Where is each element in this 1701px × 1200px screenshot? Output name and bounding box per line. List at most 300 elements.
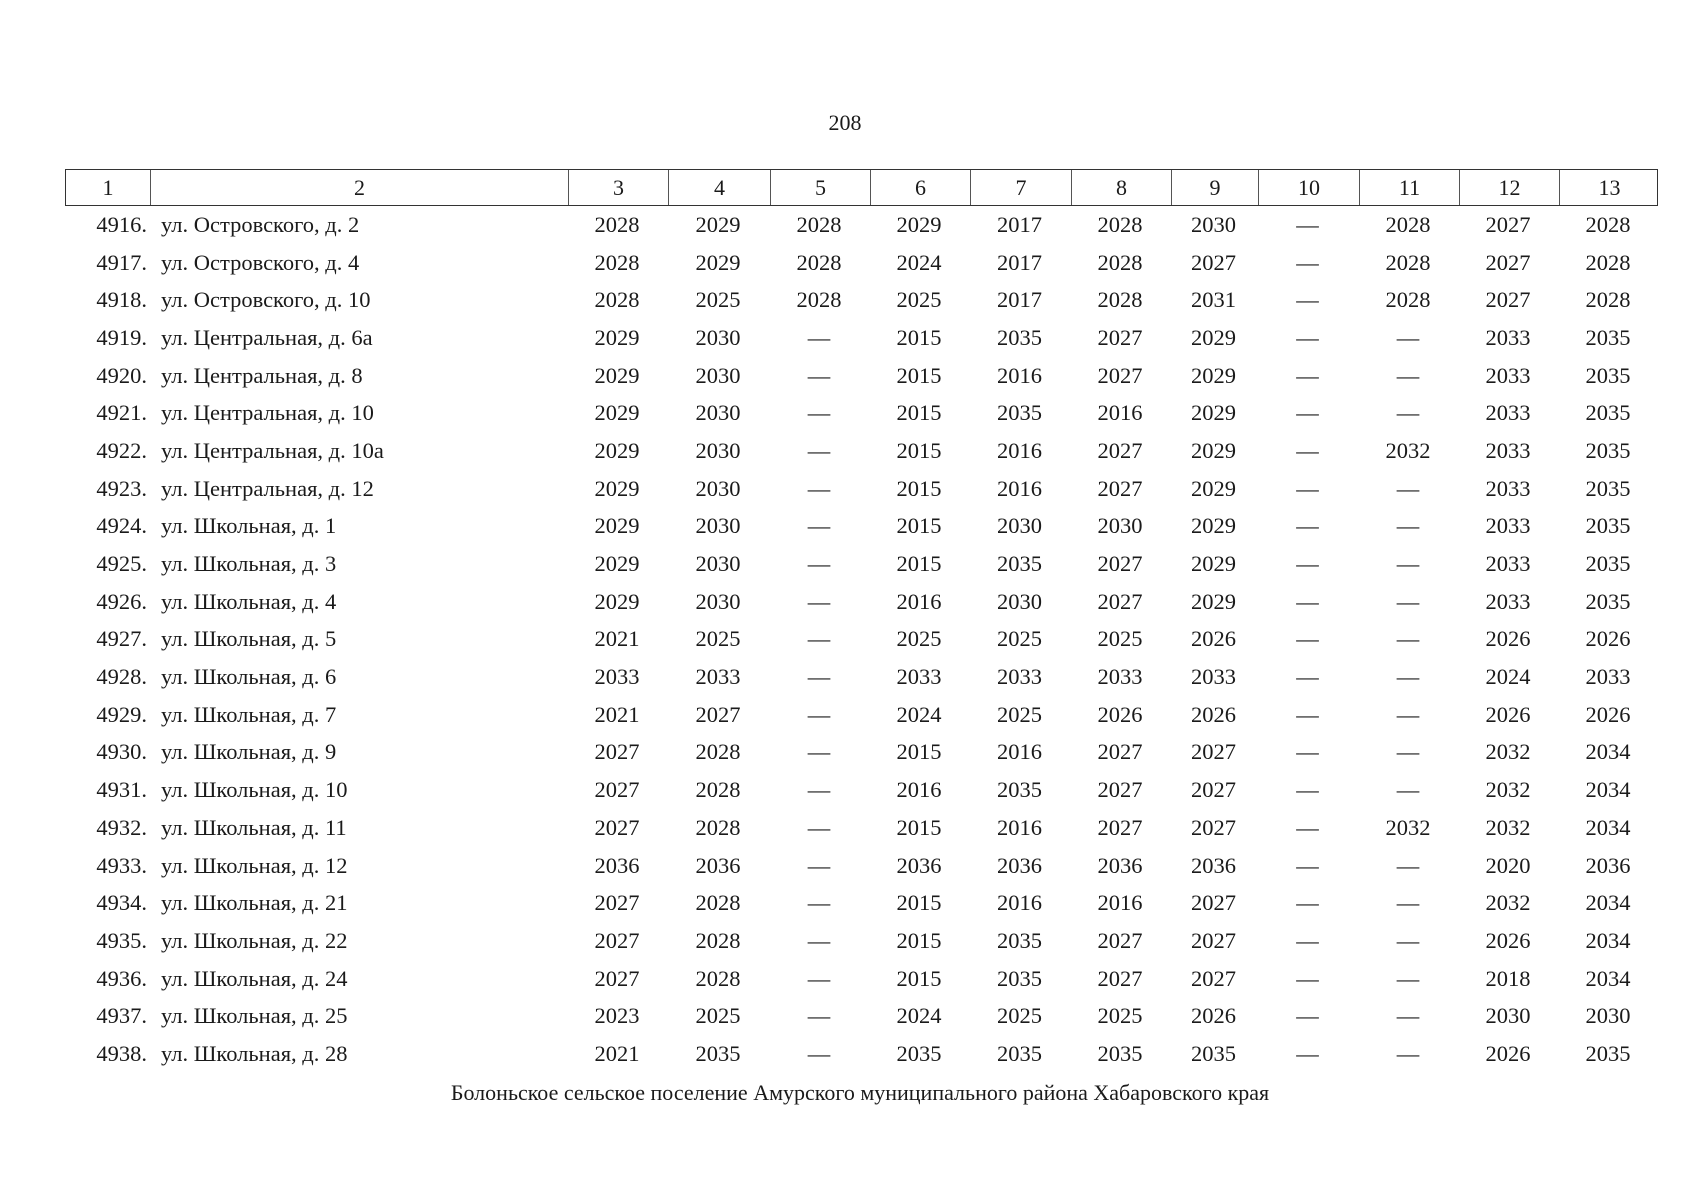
- year-cell: 2024: [1485, 664, 1531, 690]
- year-cell: 2029: [1191, 362, 1236, 388]
- table-row: [65, 508, 1658, 546]
- year-cell: —: [1296, 890, 1319, 916]
- year-cell: —: [1396, 927, 1420, 953]
- table-body: [65, 206, 1658, 1073]
- year-cell: 2027: [1097, 777, 1143, 803]
- year-cell: 2036: [695, 852, 741, 878]
- year-cell: 2028: [1585, 211, 1631, 237]
- year-cell: —: [1296, 664, 1319, 690]
- year-cell: 2015: [896, 814, 942, 840]
- table-row: [65, 734, 1658, 772]
- row-number: 4922.: [96, 437, 147, 463]
- year-cell: —: [1296, 739, 1319, 765]
- year-cell: 2027: [594, 890, 640, 916]
- year-cell: 2028: [1585, 287, 1631, 313]
- year-cell: 2015: [896, 551, 942, 577]
- year-cell: —: [807, 701, 831, 727]
- year-cell: 2030: [695, 588, 741, 614]
- address-cell: ул. Островского, д. 2: [161, 211, 360, 237]
- row-number: 4930.: [96, 739, 147, 765]
- row-number: 4919.: [96, 324, 147, 350]
- table-row: [65, 922, 1658, 960]
- table-row: [65, 470, 1658, 508]
- year-cell: 2029: [695, 211, 741, 237]
- year-cell: —: [807, 927, 831, 953]
- year-cell: 2030: [1191, 211, 1236, 237]
- year-cell: 2026: [1191, 701, 1236, 727]
- year-cell: 2033: [1191, 664, 1236, 690]
- year-cell: 2030: [997, 588, 1042, 614]
- year-cell: 2027: [1097, 362, 1143, 388]
- year-cell: —: [1296, 437, 1319, 463]
- table-row: [65, 319, 1658, 357]
- year-cell: 2027: [1485, 211, 1531, 237]
- year-cell: 2030: [1585, 1003, 1631, 1029]
- year-cell: 2030: [695, 475, 741, 501]
- year-cell: 2027: [1191, 739, 1236, 765]
- year-cell: 2032: [1385, 814, 1431, 840]
- year-cell: —: [1396, 324, 1420, 350]
- year-cell: 2026: [1097, 701, 1143, 727]
- year-cell: 2033: [1585, 664, 1631, 690]
- year-cell: 2035: [1585, 513, 1631, 539]
- year-cell: —: [1296, 626, 1319, 652]
- year-cell: 2027: [1097, 588, 1143, 614]
- table-row: [65, 206, 1658, 244]
- year-cell: 2034: [1585, 777, 1631, 803]
- year-cell: 2015: [896, 400, 942, 426]
- year-cell: 2024: [896, 701, 942, 727]
- year-cell: 2026: [1191, 1003, 1236, 1029]
- row-number: 4924.: [96, 513, 147, 539]
- row-number: 4938.: [96, 1040, 147, 1066]
- year-cell: 2026: [1585, 701, 1631, 727]
- year-cell: 2027: [1097, 324, 1143, 350]
- year-cell: 2024: [896, 1003, 942, 1029]
- year-cell: —: [1396, 965, 1420, 991]
- year-cell: 2028: [1585, 249, 1631, 275]
- year-cell: —: [807, 1040, 831, 1066]
- year-cell: 2016: [997, 739, 1042, 765]
- year-cell: 2024: [896, 249, 942, 275]
- year-cell: 2027: [1191, 927, 1236, 953]
- year-cell: 2033: [997, 664, 1042, 690]
- address-cell: ул. Центральная, д. 10а: [161, 437, 384, 463]
- year-cell: 2029: [594, 475, 640, 501]
- address-cell: ул. Школьная, д. 28: [161, 1040, 348, 1066]
- year-cell: 2027: [1097, 475, 1143, 501]
- year-cell: 2027: [695, 701, 741, 727]
- year-cell: 2035: [997, 777, 1042, 803]
- year-cell: 2035: [1191, 1040, 1236, 1066]
- year-cell: —: [807, 852, 831, 878]
- year-cell: 2026: [1485, 927, 1531, 953]
- year-cell: 2034: [1585, 927, 1631, 953]
- address-cell: ул. Центральная, д. 10: [161, 400, 374, 426]
- year-cell: 2028: [796, 249, 842, 275]
- year-cell: 2030: [695, 513, 741, 539]
- year-cell: 2036: [896, 852, 942, 878]
- column-header: 4: [668, 170, 770, 205]
- table-row: [65, 357, 1658, 395]
- year-cell: 2027: [1191, 814, 1236, 840]
- year-cell: 2028: [695, 927, 741, 953]
- year-cell: 2028: [695, 965, 741, 991]
- year-cell: 2033: [1485, 513, 1531, 539]
- year-cell: 2035: [1585, 1040, 1631, 1066]
- table-row: [65, 884, 1658, 922]
- year-cell: 2030: [1097, 513, 1143, 539]
- year-cell: 2016: [1097, 890, 1143, 916]
- year-cell: 2029: [1191, 324, 1236, 350]
- row-number: 4923.: [96, 475, 147, 501]
- row-number: 4916.: [96, 211, 147, 237]
- year-cell: 2025: [896, 626, 942, 652]
- column-header: 6: [870, 170, 970, 205]
- year-cell: 2035: [1585, 400, 1631, 426]
- year-cell: 2033: [1485, 437, 1531, 463]
- year-cell: —: [1396, 701, 1420, 727]
- year-cell: 2027: [1097, 551, 1143, 577]
- year-cell: 2017: [997, 249, 1042, 275]
- row-number: 4936.: [96, 965, 147, 991]
- year-cell: —: [807, 324, 831, 350]
- address-cell: ул. Школьная, д. 1: [161, 513, 337, 539]
- year-cell: 2035: [997, 965, 1042, 991]
- year-cell: 2015: [896, 739, 942, 765]
- address-cell: ул. Школьная, д. 6: [161, 664, 337, 690]
- year-cell: 2035: [997, 551, 1042, 577]
- address-cell: ул. Островского, д. 10: [161, 287, 371, 313]
- year-cell: 2027: [1097, 437, 1143, 463]
- year-cell: 2027: [1097, 927, 1143, 953]
- year-cell: 2035: [1585, 588, 1631, 614]
- year-cell: 2028: [1385, 211, 1431, 237]
- year-cell: —: [1296, 1040, 1319, 1066]
- year-cell: —: [1296, 852, 1319, 878]
- year-cell: 2027: [1485, 287, 1531, 313]
- year-cell: 2030: [695, 324, 741, 350]
- year-cell: 2027: [1097, 965, 1143, 991]
- address-cell: ул. Школьная, д. 9: [161, 739, 337, 765]
- address-cell: ул. Школьная, д. 3: [161, 551, 337, 577]
- year-cell: 2029: [594, 400, 640, 426]
- year-cell: —: [1296, 701, 1319, 727]
- year-cell: 2030: [695, 437, 741, 463]
- year-cell: 2015: [896, 927, 942, 953]
- year-cell: 2035: [997, 1040, 1042, 1066]
- year-cell: 2029: [1191, 400, 1236, 426]
- year-cell: 2018: [1485, 965, 1531, 991]
- year-cell: 2036: [1585, 852, 1631, 878]
- year-cell: —: [807, 777, 831, 803]
- address-cell: ул. Центральная, д. 12: [161, 475, 374, 501]
- year-cell: —: [1396, 852, 1420, 878]
- year-cell: 2034: [1585, 814, 1631, 840]
- year-cell: 2033: [1485, 588, 1531, 614]
- column-header: 8: [1071, 170, 1171, 205]
- address-cell: ул. Островского, д. 4: [161, 249, 360, 275]
- year-cell: 2025: [997, 1003, 1042, 1029]
- year-cell: —: [1296, 551, 1319, 577]
- year-cell: 2034: [1585, 965, 1631, 991]
- year-cell: 2028: [594, 211, 640, 237]
- address-cell: ул. Школьная, д. 24: [161, 965, 348, 991]
- year-cell: —: [807, 626, 831, 652]
- column-header: 12: [1459, 170, 1559, 205]
- address-cell: ул. Школьная, д. 5: [161, 626, 337, 652]
- year-cell: 2030: [695, 362, 741, 388]
- year-cell: 2025: [997, 701, 1042, 727]
- year-cell: 2035: [1585, 324, 1631, 350]
- year-cell: —: [807, 475, 831, 501]
- year-cell: 2036: [997, 852, 1042, 878]
- year-cell: —: [1296, 1003, 1319, 1029]
- year-cell: 2028: [796, 211, 842, 237]
- column-header: 5: [770, 170, 870, 205]
- year-cell: —: [807, 965, 831, 991]
- row-number: 4927.: [96, 626, 147, 652]
- page-number: 208: [828, 110, 862, 135]
- year-cell: 2028: [594, 249, 640, 275]
- address-cell: ул. Школьная, д. 12: [161, 852, 348, 878]
- year-cell: —: [1396, 890, 1420, 916]
- year-cell: 2027: [1191, 777, 1236, 803]
- year-cell: 2026: [1585, 626, 1631, 652]
- table-row: [65, 394, 1658, 432]
- year-cell: 2030: [1485, 1003, 1531, 1029]
- year-cell: 2025: [1097, 626, 1143, 652]
- year-cell: 2016: [997, 814, 1042, 840]
- year-cell: —: [807, 1003, 831, 1029]
- year-cell: 2032: [1485, 739, 1531, 765]
- year-cell: 2028: [594, 287, 640, 313]
- year-cell: 2027: [594, 777, 640, 803]
- year-cell: —: [1296, 927, 1319, 953]
- year-cell: —: [1396, 626, 1420, 652]
- year-cell: 2027: [594, 739, 640, 765]
- row-number: 4935.: [96, 927, 147, 953]
- year-cell: 2028: [1097, 249, 1143, 275]
- year-cell: 2035: [1097, 1040, 1143, 1066]
- year-cell: 2035: [997, 927, 1042, 953]
- column-header: 9: [1171, 170, 1258, 205]
- table-row: [65, 658, 1658, 696]
- row-number: 4934.: [96, 890, 147, 916]
- year-cell: —: [1396, 400, 1420, 426]
- year-cell: 2029: [1191, 475, 1236, 501]
- year-cell: 2035: [1585, 551, 1631, 577]
- year-cell: —: [1296, 362, 1319, 388]
- year-cell: —: [1296, 814, 1319, 840]
- year-cell: 2027: [1485, 249, 1531, 275]
- table-row: [65, 583, 1658, 621]
- row-number: 4925.: [96, 551, 147, 577]
- year-cell: 2028: [1097, 287, 1143, 313]
- year-cell: 2034: [1585, 890, 1631, 916]
- year-cell: 2027: [1097, 814, 1143, 840]
- year-cell: —: [1396, 551, 1420, 577]
- year-cell: —: [1296, 249, 1319, 275]
- table-row: [65, 281, 1658, 319]
- year-cell: —: [807, 400, 831, 426]
- year-cell: —: [1396, 513, 1420, 539]
- year-cell: 2028: [1097, 211, 1143, 237]
- year-cell: 2015: [896, 965, 942, 991]
- address-cell: ул. Школьная, д. 7: [161, 701, 337, 727]
- year-cell: 2017: [997, 287, 1042, 313]
- year-cell: 2036: [594, 852, 640, 878]
- address-cell: ул. Школьная, д. 21: [161, 890, 348, 916]
- year-cell: 2028: [796, 287, 842, 313]
- year-cell: 2016: [1097, 400, 1143, 426]
- year-cell: 2036: [1097, 852, 1143, 878]
- year-cell: 2025: [695, 1003, 741, 1029]
- year-cell: —: [807, 588, 831, 614]
- year-cell: 2016: [997, 475, 1042, 501]
- table-row: [65, 809, 1658, 847]
- year-cell: 2035: [997, 324, 1042, 350]
- year-cell: 2020: [1485, 852, 1531, 878]
- year-cell: 2025: [1097, 1003, 1143, 1029]
- column-header: 3: [568, 170, 668, 205]
- year-cell: 2030: [695, 400, 741, 426]
- year-cell: 2033: [1485, 551, 1531, 577]
- year-cell: 2026: [1191, 626, 1236, 652]
- table-header: [65, 169, 1658, 206]
- column-header: 7: [970, 170, 1071, 205]
- year-cell: —: [807, 664, 831, 690]
- year-cell: —: [1396, 777, 1420, 803]
- year-cell: —: [1396, 664, 1420, 690]
- year-cell: 2035: [1585, 475, 1631, 501]
- year-cell: —: [1296, 588, 1319, 614]
- year-cell: 2029: [1191, 437, 1236, 463]
- year-cell: 2033: [896, 664, 942, 690]
- year-cell: 2032: [1485, 814, 1531, 840]
- year-cell: —: [1396, 739, 1420, 765]
- table-row: [65, 771, 1658, 809]
- year-cell: 2028: [695, 814, 741, 840]
- year-cell: 2033: [1097, 664, 1143, 690]
- year-cell: 2035: [896, 1040, 942, 1066]
- address-cell: ул. Школьная, д. 11: [161, 814, 347, 840]
- year-cell: 2026: [1485, 1040, 1531, 1066]
- column-header: 1: [102, 174, 114, 200]
- year-cell: 2027: [1097, 739, 1143, 765]
- year-cell: 2027: [594, 814, 640, 840]
- year-cell: 2034: [1585, 739, 1631, 765]
- year-cell: 2023: [594, 1003, 640, 1029]
- year-cell: 2028: [695, 739, 741, 765]
- year-cell: 2029: [1191, 551, 1236, 577]
- address-cell: ул. Школьная, д. 4: [161, 588, 337, 614]
- year-cell: —: [1396, 475, 1420, 501]
- row-number: 4933.: [96, 852, 147, 878]
- address-cell: ул. Школьная, д. 22: [161, 927, 348, 953]
- year-cell: 2016: [997, 437, 1042, 463]
- year-cell: —: [1296, 400, 1319, 426]
- year-cell: 2015: [896, 437, 942, 463]
- year-cell: 2026: [1485, 626, 1531, 652]
- year-cell: 2021: [594, 626, 640, 652]
- year-cell: 2015: [896, 475, 942, 501]
- year-cell: 2033: [1485, 362, 1531, 388]
- table-row: [65, 1035, 1658, 1073]
- year-cell: —: [807, 814, 831, 840]
- row-number: 4926.: [96, 588, 147, 614]
- year-cell: 2029: [594, 324, 640, 350]
- year-cell: 2027: [1191, 890, 1236, 916]
- column-header: 10: [1258, 170, 1359, 205]
- year-cell: 2029: [594, 588, 640, 614]
- year-cell: —: [1396, 588, 1420, 614]
- year-cell: 2029: [1191, 513, 1236, 539]
- row-number: 4931.: [96, 777, 147, 803]
- year-cell: —: [807, 551, 831, 577]
- year-cell: —: [1296, 965, 1319, 991]
- year-cell: —: [807, 890, 831, 916]
- table-row: [65, 244, 1658, 282]
- year-cell: 2029: [594, 513, 640, 539]
- year-cell: 2035: [1585, 437, 1631, 463]
- address-cell: ул. Центральная, д. 8: [161, 362, 363, 388]
- year-cell: 2028: [695, 890, 741, 916]
- row-number: 4920.: [96, 362, 147, 388]
- year-cell: —: [807, 437, 831, 463]
- page-footer: Болоньское сельское поселение Амурского муниципального района Хабаровского края: [450, 1080, 1270, 1105]
- year-cell: —: [1296, 211, 1319, 237]
- row-number: 4928.: [96, 664, 147, 690]
- table-row: [65, 621, 1658, 659]
- year-cell: —: [1296, 777, 1319, 803]
- row-number: 4937.: [96, 1003, 147, 1029]
- year-cell: —: [1396, 1040, 1420, 1066]
- year-cell: 2017: [997, 211, 1042, 237]
- year-cell: 2016: [896, 588, 942, 614]
- data-table: [65, 169, 1658, 1073]
- row-number: 4929.: [96, 701, 147, 727]
- year-cell: —: [1396, 362, 1420, 388]
- year-cell: 2033: [594, 664, 640, 690]
- row-number: 4918.: [96, 287, 147, 313]
- year-cell: 2032: [1485, 890, 1531, 916]
- address-cell: ул. Школьная, д. 25: [161, 1003, 348, 1029]
- year-cell: 2027: [1191, 249, 1236, 275]
- year-cell: —: [807, 362, 831, 388]
- row-number: 4921.: [96, 400, 147, 426]
- year-cell: 2015: [896, 362, 942, 388]
- year-cell: 2015: [896, 890, 942, 916]
- column-header: 13: [1559, 170, 1659, 205]
- year-cell: 2026: [1485, 701, 1531, 727]
- year-cell: 2030: [695, 551, 741, 577]
- year-cell: 2029: [594, 362, 640, 388]
- year-cell: 2027: [1191, 965, 1236, 991]
- address-cell: ул. Центральная, д. 6а: [161, 324, 373, 350]
- year-cell: 2033: [695, 664, 741, 690]
- row-number: 4917.: [96, 249, 147, 275]
- year-cell: —: [1296, 513, 1319, 539]
- year-cell: 2021: [594, 1040, 640, 1066]
- year-cell: 2033: [1485, 324, 1531, 350]
- table-row: [65, 545, 1658, 583]
- year-cell: 2030: [997, 513, 1042, 539]
- year-cell: —: [1296, 287, 1319, 313]
- year-cell: 2035: [695, 1040, 741, 1066]
- year-cell: 2032: [1385, 437, 1431, 463]
- year-cell: 2028: [1385, 287, 1431, 313]
